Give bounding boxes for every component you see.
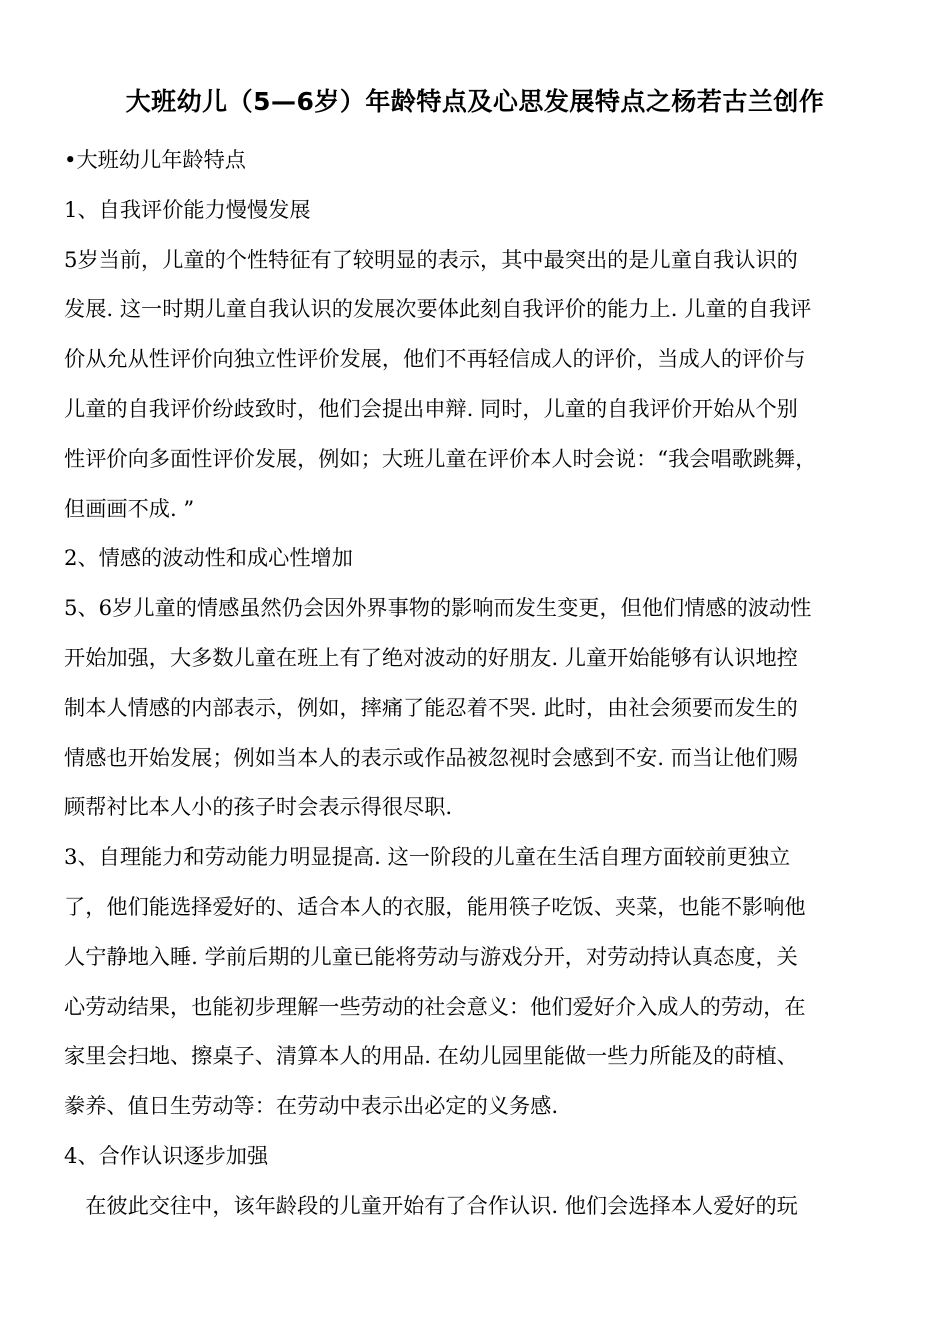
bullet-heading: •大班幼儿年龄特点 (64, 147, 246, 172)
paragraph-line: 制本人情感的内部表示，例如，摔痛了能忍着不哭. 此时，由社会须要而发生的 (64, 694, 798, 720)
paragraph-line: 顾帮衬比本人小的孩子时会表示得很尽职. (64, 794, 453, 820)
paragraph-line: 发展. 这一时期儿童自我认识的发展次要体此刻自我评价的能力上. 儿童的自我评 (64, 296, 812, 322)
paragraph-line: 开始加强，大多数儿童在班上有了绝对波动的好朋友. 儿童开始能够有认识地控 (64, 644, 798, 670)
paragraph-line: 性评价向多面性评价发展，例如；大班儿童在评价本人时会说：“我会唱歌跳舞， (64, 445, 817, 471)
paragraph-line: 心劳动结果，也能初步理解一些劳动的社会意义：他们爱好介入成人的劳动，在 (64, 993, 806, 1019)
paragraph-line: 在彼此交往中，该年龄段的儿童开始有了合作认识. 他们会选择本人爱好的玩 (64, 1192, 798, 1218)
section1-heading: 1、自我评价能力慢慢发展 (64, 196, 311, 222)
paragraph-line: 但画画不成. ” (64, 495, 195, 521)
paragraph-line: 儿童的自我评价纷歧致时，他们会提出申辩. 同时，儿童的自我评价开始从个别 (64, 395, 798, 421)
section2-heading: 2、情感的波动性和成心性增加 (64, 545, 353, 571)
document-title: 大班幼儿（5—6岁）年龄特点及心思发展特点之杨若古兰创作 (125, 87, 825, 116)
paragraph-line: 5岁当前，儿童的个性特征有了较明显的表示，其中最突出的是儿童自我认识的 (64, 246, 798, 272)
paragraph-line: 3、自理能力和劳动能力明显提高. 这一阶段的儿童在生活自理方面较前更独立 (64, 844, 791, 870)
paragraph-line: 5、6岁儿童的情感虽然仍会因外界事物的影响而发生变更，但他们情感的波动性 (64, 595, 812, 621)
document-body (64, 135, 894, 1231)
paragraph-line: 豢养、值日生劳动等：在劳动中表示出必定的义务感. (64, 1093, 559, 1119)
paragraph-line: 价从允从性评价向独立性评价发展，他们不再轻信成人的评价，当成人的评价与 (64, 346, 806, 372)
section4-heading: 4、合作认识逐步加强 (64, 1142, 269, 1168)
paragraph-line: 了，他们能选择爱好的、适合本人的衣服，能用筷子吃饭、夹菜，也能不影响他 (64, 893, 806, 919)
paragraph-line: 家里会扫地、擦桌子、清算本人的用品. 在幼儿园里能做一些力所能及的莳植、 (64, 1043, 798, 1069)
paragraph-line: 人宁静地入睡. 学前后期的儿童已能将劳动与游戏分开，对劳动持认真态度，关 (64, 943, 798, 969)
paragraph-line: 情感也开始发展；例如当本人的表示或作品被忽视时会感到不安. 而当让他们赐 (64, 744, 798, 770)
